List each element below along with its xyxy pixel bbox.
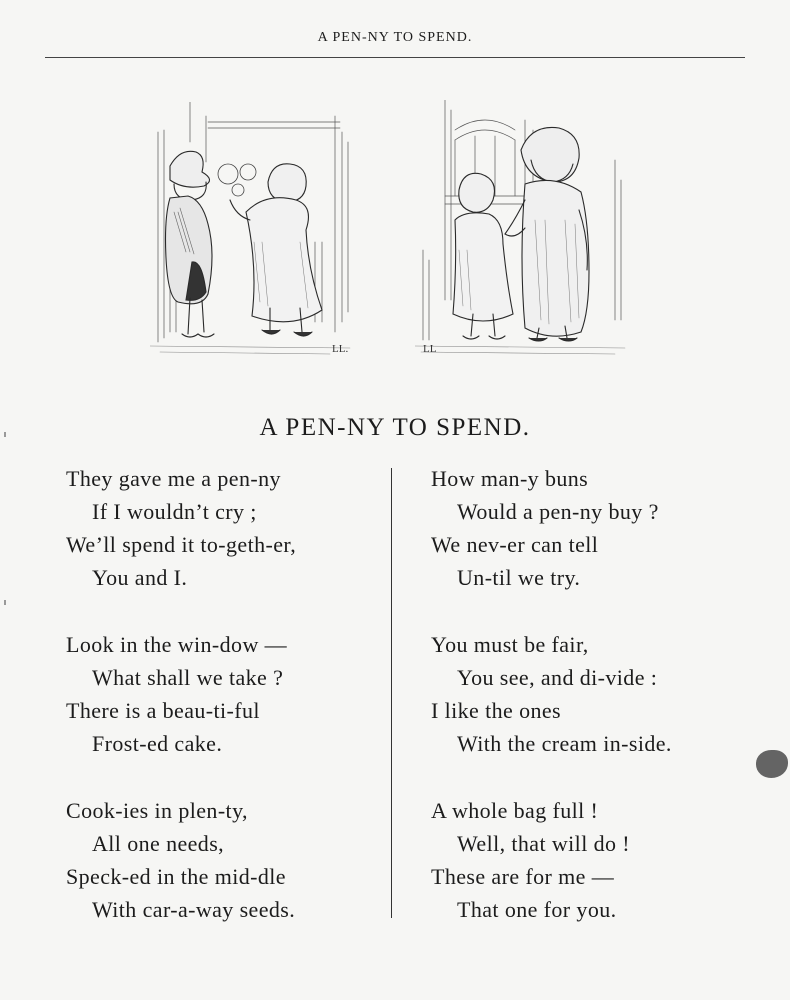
stanza bbox=[431, 628, 672, 760]
illustration-children-at-window bbox=[150, 102, 370, 364]
verse-line: I like the ones bbox=[431, 698, 562, 723]
verse-line: Well, that will do ! bbox=[457, 831, 631, 856]
verse-line: If I wouldn’t cry ; bbox=[92, 499, 257, 524]
verse-line: What shall we take ? bbox=[92, 665, 284, 690]
verse-line: We’ll spend it to-geth-er, bbox=[66, 532, 297, 557]
paper-speck bbox=[4, 432, 6, 437]
stanza bbox=[66, 628, 296, 760]
poem-column-right bbox=[431, 462, 672, 960]
illustration-signature: LL bbox=[423, 343, 437, 355]
verse-line: You see, and di-vide : bbox=[457, 665, 658, 690]
verse-line: A whole bag full ! bbox=[431, 798, 599, 823]
verse-line: Would a pen-ny buy ? bbox=[457, 499, 659, 524]
verse-line: There is a beau-ti-ful bbox=[66, 698, 260, 723]
verse-line: That one for you. bbox=[457, 897, 617, 922]
poem-title: A PEN-NY TO SPEND. bbox=[259, 414, 531, 441]
verse-line: These are for me — bbox=[431, 864, 615, 889]
verse-line: Un-til we try. bbox=[457, 565, 581, 590]
stanza bbox=[431, 462, 672, 594]
header-rule bbox=[45, 57, 745, 58]
column-divider bbox=[391, 468, 392, 918]
stanza bbox=[66, 462, 296, 594]
ink-blot bbox=[756, 750, 788, 778]
running-head: A PEN-NY TO SPEND. bbox=[317, 30, 473, 45]
verse-line: You and I. bbox=[92, 565, 188, 590]
verse-line: We nev-er can tell bbox=[431, 532, 599, 557]
verse-line: Look in the win-dow — bbox=[66, 632, 288, 657]
verse-line: Frost-ed cake. bbox=[92, 731, 223, 756]
verse-line: How man-y buns bbox=[431, 466, 589, 491]
illustration-signature: LL. bbox=[332, 343, 349, 355]
poem-column-left bbox=[66, 462, 296, 960]
stanza bbox=[431, 794, 672, 926]
verse-line: All one needs, bbox=[92, 831, 225, 856]
verse-line: With car-a-way seeds. bbox=[92, 897, 296, 922]
verse-line: Cook-ies in plen-ty, bbox=[66, 798, 248, 823]
paper-speck bbox=[4, 600, 6, 605]
verse-line: You must be fair, bbox=[431, 632, 589, 657]
illustration-children-sharing bbox=[415, 100, 640, 362]
stanza bbox=[66, 794, 296, 926]
verse-line: They gave me a pen-ny bbox=[66, 466, 281, 491]
verse-line: With the cream in-side. bbox=[457, 731, 672, 756]
verse-line: Speck-ed in the mid-dle bbox=[66, 864, 286, 889]
